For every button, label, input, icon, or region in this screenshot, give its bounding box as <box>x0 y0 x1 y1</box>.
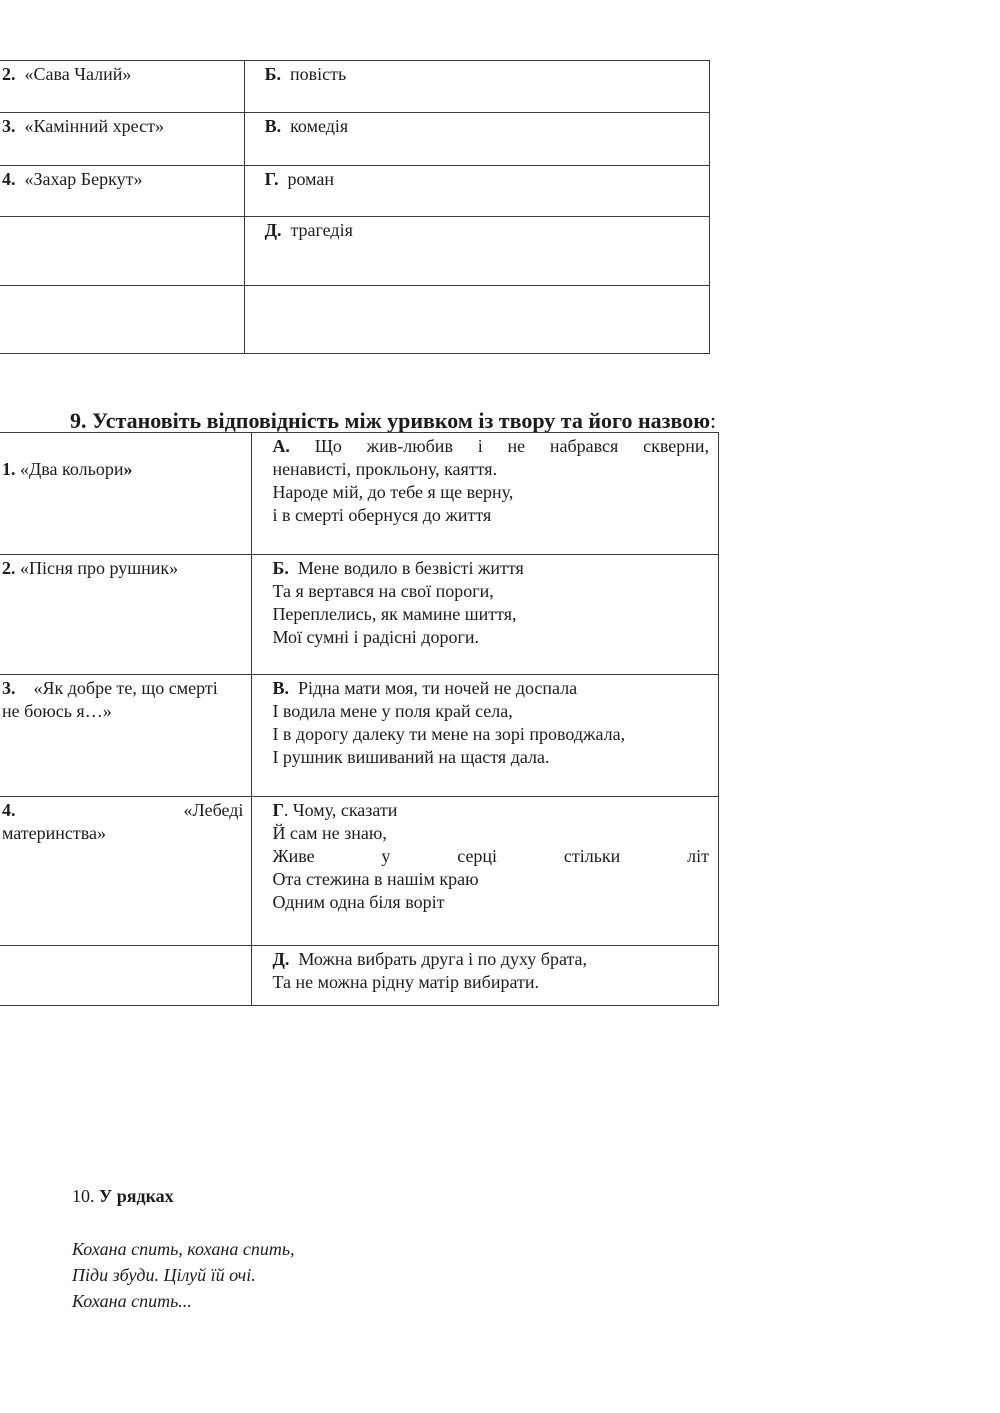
table-cell <box>0 946 252 1006</box>
item-number: 2. <box>2 64 16 84</box>
excerpt-line: і в смерті обернуся до життя <box>272 505 492 525</box>
work-title: «Камінний хрест» <box>24 116 164 136</box>
excerpt-line: Й сам не знаю, <box>272 823 387 843</box>
work-title-line: не боюсь я…» <box>2 701 112 721</box>
table-cell <box>0 433 252 555</box>
option-letter: Б. <box>272 558 289 578</box>
item-number: 3. <box>2 116 16 136</box>
item-number: 3. <box>2 678 16 698</box>
item-number: 4. <box>2 169 16 189</box>
excerpt-line: Переплелись, як мамине шиття, <box>272 604 517 624</box>
table-row <box>0 286 710 354</box>
table-cell <box>244 113 709 166</box>
work-title: «Захар Беркут» <box>24 169 143 189</box>
genre-matching-table <box>0 60 710 354</box>
excerpt-line <box>272 948 709 971</box>
excerpt-line <box>272 435 709 458</box>
work-title-tail: » <box>123 459 133 479</box>
genre-text: комедія <box>290 116 349 136</box>
table-cell <box>252 797 719 946</box>
table-row <box>0 946 719 1006</box>
genre-text: трагедія <box>290 220 353 240</box>
poem-line: Піди збуди. Цілуй їй очі. <box>72 1265 256 1285</box>
table-cell <box>0 61 244 113</box>
option-letter: Б. <box>264 64 281 84</box>
table-row <box>0 217 710 286</box>
option-letter: В. <box>272 678 289 698</box>
table-cell <box>244 166 709 217</box>
table-cell <box>244 61 709 113</box>
work-title-line <box>2 677 243 700</box>
work-title: «Два кольори <box>20 459 124 479</box>
excerpt-text: Мене водило в безвісті життя <box>297 558 524 578</box>
excerpt-line <box>272 799 709 822</box>
table-cell <box>252 555 719 675</box>
excerpt-line: Живе у серці стільки літ <box>272 846 709 866</box>
excerpt-line: І водила мене у поля край села, <box>272 701 513 721</box>
table-row <box>0 166 710 217</box>
item-number: 4. <box>2 800 16 820</box>
excerpt-line: І рушник вишиваний на щастя дала. <box>272 747 550 767</box>
work-title: «Як добре те, що смерті <box>33 678 218 698</box>
poem-line: Кохана спить, кохана спить, <box>72 1239 295 1259</box>
option-letter: Г. <box>264 169 279 189</box>
genre-text: повість <box>289 64 347 84</box>
option-letter: Г <box>272 800 284 820</box>
table-cell <box>244 217 709 286</box>
table-cell <box>252 946 719 1006</box>
work-title: «Сава Чалий» <box>24 64 132 84</box>
table-row <box>0 555 719 675</box>
table-cell <box>0 286 244 354</box>
table-row <box>0 797 719 946</box>
table-cell <box>0 113 244 166</box>
table-cell <box>0 166 244 217</box>
excerpt-line: Народе мій, до тебе я ще верну, <box>272 482 514 502</box>
question-10-title: У рядках <box>99 1186 174 1206</box>
table-row <box>0 61 710 113</box>
table-cell <box>0 217 244 286</box>
genre-text: роман <box>287 169 335 189</box>
table-cell <box>252 675 719 797</box>
excerpt-line: ненависті, прокльону, каяття. <box>272 459 498 479</box>
excerpt-line: Та не можна рідну матір вибирати. <box>272 972 539 992</box>
table-row <box>0 433 719 555</box>
question-10-heading <box>72 1185 174 1208</box>
work-title: «Пісня про рушник» <box>20 558 179 578</box>
table-cell <box>0 555 252 675</box>
table-cell <box>244 286 709 354</box>
work-title-line <box>2 799 243 822</box>
excerpt-line <box>272 557 709 580</box>
excerpt-text: Можна вибрать друга і по духу брата, <box>298 949 588 969</box>
question-9-colon: : <box>710 408 717 433</box>
poem-line: Кохана спить... <box>72 1291 192 1311</box>
excerpt-line: Та я вертався на свої пороги, <box>272 581 494 601</box>
excerpt-line: Одним одна біля воріт <box>272 892 445 912</box>
table-row <box>0 113 710 166</box>
work-title-line: материнства» <box>2 823 107 843</box>
item-number: 1. <box>2 459 16 479</box>
question-10-number: 10. <box>72 1186 95 1206</box>
option-letter: Д. <box>272 949 290 969</box>
work-title: «Лебеді <box>183 800 244 820</box>
table-cell <box>0 675 252 797</box>
excerpt-matching-table <box>0 432 719 1006</box>
excerpt-line: Мої сумні і радісні дороги. <box>272 627 479 647</box>
question-9-title: 9. Установіть відповідність між уривком із твору та його назвою <box>70 408 711 433</box>
table-cell <box>252 433 719 555</box>
poem-quote <box>72 1236 295 1314</box>
excerpt-line: І в дорогу далеку ти мене на зорі проводжала, <box>272 724 626 744</box>
table-row <box>0 675 719 797</box>
option-letter: Д. <box>264 220 282 240</box>
table-cell <box>0 797 252 946</box>
excerpt-line: Ота стежина в нашім краю <box>272 869 479 889</box>
excerpt-text: Рідна мати моя, ти ночей не доспала <box>297 678 578 698</box>
excerpt-text: Що жив-любив і не набрався скверни, <box>314 436 709 456</box>
option-letter: А. <box>272 436 290 456</box>
excerpt-line <box>272 677 709 700</box>
item-number: 2. <box>2 558 16 578</box>
option-letter: В. <box>264 116 282 136</box>
excerpt-text: . Чому, сказати <box>283 800 398 820</box>
question-9-heading <box>70 408 716 434</box>
